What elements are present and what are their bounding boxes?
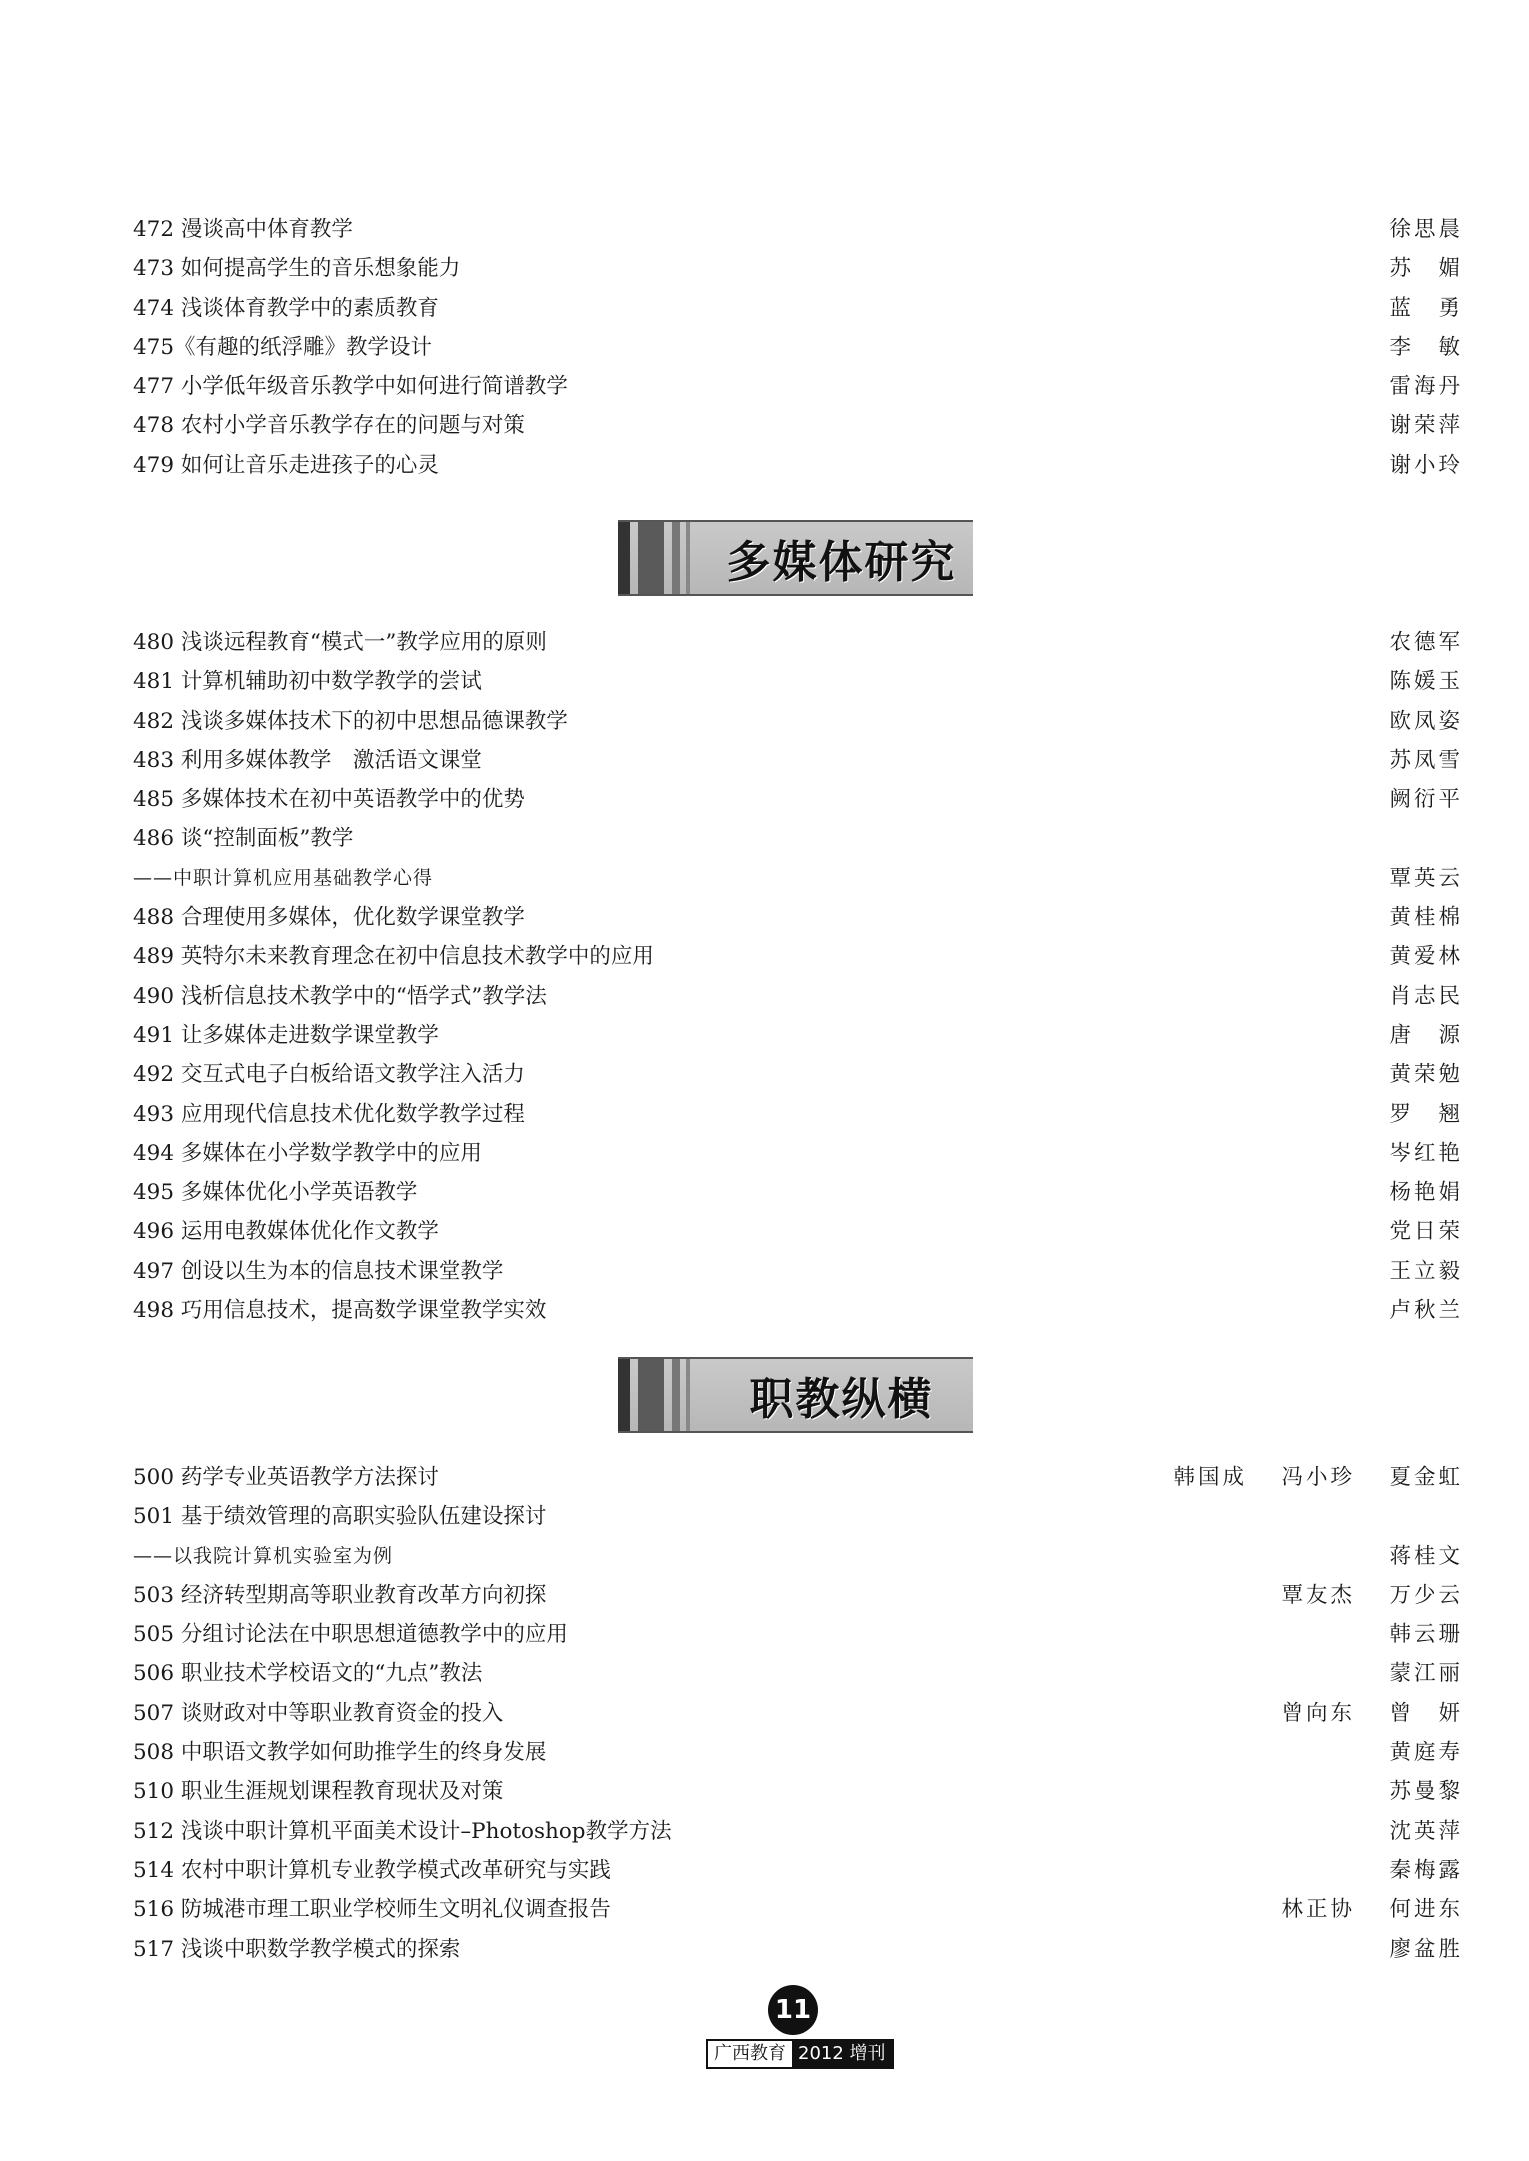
author-name: 苏凤雪 xyxy=(1389,747,1463,773)
entry-title-text: ——中职计算机应用基础教学心得 xyxy=(133,866,434,889)
entry-title-text: 交互式电子白板给语文教学注入活力 xyxy=(180,1062,525,1088)
toc-entry xyxy=(133,1055,1463,1094)
entry-authors xyxy=(1355,1772,1463,1811)
author-name: 谢小玲 xyxy=(1389,452,1463,478)
toc-entry xyxy=(133,1890,1463,1929)
author-name: 夏金虹 xyxy=(1389,1465,1463,1490)
author-name: 冯小珍 xyxy=(1281,1465,1355,1490)
entry-title-text: 让多媒体走进数学课堂教学 xyxy=(180,1022,439,1048)
author-name: 李 敏 xyxy=(1389,334,1463,360)
entry-page-number: 472 xyxy=(133,217,175,242)
toc-entry xyxy=(133,1291,1463,1330)
author-name: 蓝 勇 xyxy=(1389,295,1463,321)
toc-entry xyxy=(133,406,1463,445)
entry-title xyxy=(133,328,432,367)
entry-page-number: 477 xyxy=(133,374,175,400)
entry-title-text: 中职语文教学如何助推学生的终身发展 xyxy=(180,1740,547,1766)
author-name: 阙衍平 xyxy=(1389,787,1463,813)
entry-title xyxy=(133,1212,439,1251)
entry-title xyxy=(133,1252,503,1291)
entry-page-number: 495 xyxy=(133,1180,175,1206)
entry-title-text: 创设以生为本的信息技术课堂教学 xyxy=(180,1258,504,1284)
journal-footer xyxy=(706,2039,894,2069)
entry-page-number: 517 xyxy=(133,1936,175,1962)
author-name: 肖志民 xyxy=(1389,983,1463,1009)
toc-entry xyxy=(133,328,1463,367)
toc-entry xyxy=(133,1576,1463,1615)
author-name: 农德军 xyxy=(1389,630,1463,655)
toc-entry xyxy=(133,1615,1463,1654)
section-heading-text: 多媒体研究 xyxy=(726,537,957,588)
entry-page-number: 506 xyxy=(133,1661,175,1687)
author-name: 黄庭寿 xyxy=(1389,1740,1463,1766)
author-name: 雷海丹 xyxy=(1389,374,1463,400)
entry-title-text: 小学低年级音乐教学中如何进行简谱教学 xyxy=(180,374,568,400)
toc-entry xyxy=(133,249,1463,288)
entry-page-number: 486 xyxy=(133,826,175,852)
entry-title xyxy=(133,1615,568,1654)
entry-authors xyxy=(1355,1654,1463,1693)
entry-page-number: 507 xyxy=(133,1700,175,1726)
toc-entry xyxy=(133,741,1463,780)
toc-entry xyxy=(133,1772,1463,1811)
entry-title-text: 浅谈远程教育“模式一”教学应用的原则 xyxy=(180,630,547,655)
entry-title xyxy=(133,937,654,976)
section-heading-multimedia xyxy=(618,520,973,596)
entry-page-number: 505 xyxy=(133,1622,175,1648)
toc-list-multimedia xyxy=(133,623,1463,1330)
section-heading-vocational xyxy=(618,1357,973,1433)
toc-entry xyxy=(133,1134,1463,1173)
entry-authors xyxy=(1355,977,1463,1016)
entry-title-text: 英特尔未来教育理念在初中信息技术教学中的应用 xyxy=(180,944,654,970)
entry-title xyxy=(133,741,482,780)
entry-authors xyxy=(1355,1291,1463,1330)
author-name: 万少云 xyxy=(1389,1582,1463,1608)
toc-entry xyxy=(133,1654,1463,1693)
toc-list-vocational xyxy=(133,1458,1463,1969)
author-name: 杨艳娟 xyxy=(1389,1180,1463,1206)
entry-title xyxy=(133,446,439,485)
entry-authors xyxy=(1355,1733,1463,1772)
journal-name: 广西教育 xyxy=(708,2041,792,2067)
entry-authors xyxy=(1247,1576,1463,1615)
entry-page-number: 481 xyxy=(133,669,175,695)
entry-title xyxy=(133,1576,546,1615)
entry-title xyxy=(133,210,353,249)
author-name: 廖盆胜 xyxy=(1389,1936,1463,1962)
entry-subtitle xyxy=(133,859,433,898)
toc-entry xyxy=(133,937,1463,976)
toc-entry xyxy=(133,780,1463,819)
author-name: 陈媛玉 xyxy=(1389,669,1463,695)
entry-authors xyxy=(1247,1890,1463,1929)
entry-authors xyxy=(1355,1055,1463,1094)
author-name: 曾向东 xyxy=(1281,1700,1355,1726)
entry-page-number: 490 xyxy=(133,983,175,1009)
section-heading-text: 职教纵横 xyxy=(749,1374,934,1425)
toc-entry xyxy=(133,1537,1463,1576)
entry-authors xyxy=(1355,859,1463,898)
entry-title xyxy=(133,1016,439,1055)
entry-title xyxy=(133,367,568,406)
entry-title xyxy=(133,1497,546,1536)
entry-title xyxy=(133,1291,546,1330)
author-name: 岑红艳 xyxy=(1389,1140,1463,1166)
entry-page-number: 488 xyxy=(133,905,175,931)
entry-page-number: 479 xyxy=(133,452,175,478)
entry-title-text: 谈“控制面板”教学 xyxy=(180,826,354,852)
entry-title-text: 农村中职计算机专业教学模式改革研究与实践 xyxy=(180,1857,611,1883)
author-name: 王立毅 xyxy=(1389,1258,1463,1284)
entry-authors xyxy=(1355,898,1463,937)
toc-entry xyxy=(133,819,1463,858)
entry-page-number: 512 xyxy=(133,1818,175,1844)
toc-entry xyxy=(133,1252,1463,1291)
author-name: 秦梅露 xyxy=(1389,1857,1463,1883)
entry-page-number: 489 xyxy=(133,944,175,970)
page-number: 11 xyxy=(768,1985,818,2035)
entry-title-text: 多媒体在小学数学教学中的应用 xyxy=(180,1140,482,1166)
author-name: 罗 翘 xyxy=(1389,1101,1463,1127)
author-name: 苏曼黎 xyxy=(1389,1779,1463,1805)
author-name: 徐思晨 xyxy=(1389,217,1463,242)
entry-authors xyxy=(1355,937,1463,976)
entry-page-number: 478 xyxy=(133,413,175,439)
entry-title-text: 运用电教媒体优化作文教学 xyxy=(180,1219,439,1245)
toc-entry xyxy=(133,702,1463,741)
entry-authors xyxy=(1355,1615,1463,1654)
entry-title xyxy=(133,1173,417,1212)
entry-authors xyxy=(1139,1458,1463,1497)
entry-authors xyxy=(1355,1134,1463,1173)
entry-title xyxy=(133,1851,611,1890)
author-name: 韩国成 xyxy=(1173,1465,1247,1490)
entry-title xyxy=(133,702,568,741)
entry-title xyxy=(133,662,482,701)
entry-title-text: 多媒体技术在初中英语教学中的优势 xyxy=(180,787,525,813)
entry-authors xyxy=(1355,406,1463,445)
entry-title xyxy=(133,1095,525,1134)
toc-entry xyxy=(133,1458,1463,1497)
entry-authors xyxy=(1355,1212,1463,1251)
entry-title xyxy=(133,819,353,858)
entry-title-text: 合理使用多媒体，优化数学课堂教学 xyxy=(180,905,525,931)
entry-authors xyxy=(1355,1095,1463,1134)
toc-entry xyxy=(133,367,1463,406)
entry-authors xyxy=(1355,249,1463,288)
entry-authors xyxy=(1355,446,1463,485)
toc-entry xyxy=(133,1497,1463,1536)
entry-title xyxy=(133,1654,482,1693)
entry-title-text: 基于绩效管理的高职实验队伍建设探讨 xyxy=(180,1504,547,1530)
entry-title xyxy=(133,1458,439,1497)
author-name: 党日荣 xyxy=(1389,1219,1463,1245)
toc-entry xyxy=(133,1694,1463,1733)
entry-authors xyxy=(1355,662,1463,701)
entry-page-number: 497 xyxy=(133,1258,175,1284)
entry-authors xyxy=(1355,702,1463,741)
author-name: 谢荣萍 xyxy=(1389,413,1463,439)
entry-title xyxy=(133,977,547,1016)
entry-authors xyxy=(1355,741,1463,780)
entry-title-text: 防城港市理工职业学校师生文明礼仪调查报告 xyxy=(180,1897,611,1923)
entry-title-text: 《有趣的纸浮雕》教学设计 xyxy=(174,334,433,360)
entry-title-text: 农村小学音乐教学存在的问题与对策 xyxy=(180,413,525,439)
entry-title-text: 浅谈体育教学中的素质教育 xyxy=(180,295,439,321)
entry-page-number: 475 xyxy=(133,334,175,360)
author-name: 韩云珊 xyxy=(1389,1622,1463,1648)
entry-title xyxy=(133,780,525,819)
entry-title-text: ——以我院计算机实验室为例 xyxy=(133,1544,394,1567)
entry-authors xyxy=(1355,1537,1463,1576)
entry-authors xyxy=(1355,1851,1463,1890)
entry-page-number: 474 xyxy=(133,295,175,321)
entry-authors xyxy=(1355,367,1463,406)
entry-page-number: 496 xyxy=(133,1219,175,1245)
entry-title-text: 如何提高学生的音乐想象能力 xyxy=(180,256,461,282)
entry-title-text: 谈财政对中等职业教育资金的投入 xyxy=(180,1700,504,1726)
entry-page-number: 492 xyxy=(133,1062,175,1088)
entry-page-number: 493 xyxy=(133,1101,175,1127)
author-name: 覃友杰 xyxy=(1281,1582,1355,1608)
toc-entry xyxy=(133,1016,1463,1055)
author-name: 沈英萍 xyxy=(1389,1818,1463,1844)
entry-title xyxy=(133,1733,546,1772)
entry-authors xyxy=(1355,289,1463,328)
entry-title-text: 浅谈中职数学教学模式的探索 xyxy=(180,1936,461,1962)
entry-page-number: 514 xyxy=(133,1857,175,1883)
entry-page-number: 483 xyxy=(133,747,175,773)
toc-entry xyxy=(133,662,1463,701)
entry-title xyxy=(133,1694,503,1733)
entry-authors xyxy=(1355,1016,1463,1055)
toc-entry xyxy=(133,210,1463,249)
toc-entry xyxy=(133,1095,1463,1134)
entry-page-number: 500 xyxy=(133,1465,175,1490)
entry-title xyxy=(133,1772,503,1811)
entry-title-text: 浅析信息技术教学中的“悟学式”教学法 xyxy=(180,983,547,1009)
author-name: 蒙江丽 xyxy=(1389,1661,1463,1687)
entry-title xyxy=(133,898,525,937)
toc-entry xyxy=(133,898,1463,937)
author-name: 苏 媚 xyxy=(1389,256,1463,282)
entry-title xyxy=(133,1812,672,1851)
toc-entry xyxy=(133,1173,1463,1212)
toc-entry xyxy=(133,446,1463,485)
author-name: 黄爱林 xyxy=(1389,944,1463,970)
banner-stripes xyxy=(618,1359,710,1431)
toc-list-arts xyxy=(133,210,1463,485)
entry-title-text: 利用多媒体教学 激活语文课堂 xyxy=(180,747,482,773)
entry-title-text: 浅谈多媒体技术下的初中思想品德课教学 xyxy=(180,708,568,734)
toc-entry xyxy=(133,1733,1463,1772)
entry-authors xyxy=(1355,210,1463,249)
author-name: 黄桂棉 xyxy=(1389,905,1463,931)
entry-page-number: 508 xyxy=(133,1740,175,1766)
toc-entry xyxy=(133,1212,1463,1251)
author-name: 卢秋兰 xyxy=(1389,1298,1463,1324)
author-name: 欧凤姿 xyxy=(1389,708,1463,734)
entry-authors xyxy=(1247,1694,1463,1733)
entry-page-number: 485 xyxy=(133,787,175,813)
author-name: 黄荣勉 xyxy=(1389,1062,1463,1088)
entry-title xyxy=(133,623,547,662)
entry-page-number: 516 xyxy=(133,1897,175,1923)
toc-entry xyxy=(133,1851,1463,1890)
entry-page-number: 480 xyxy=(133,630,175,655)
author-name: 蒋桂文 xyxy=(1389,1543,1463,1569)
entry-subtitle xyxy=(133,1537,393,1576)
entry-title-text: 药学专业英语教学方法探讨 xyxy=(180,1465,439,1490)
toc-entry xyxy=(133,1930,1463,1969)
entry-title-text: 浅谈中职计算机平面美术设计–Photoshop教学方法 xyxy=(180,1818,672,1844)
entry-authors xyxy=(1355,1173,1463,1212)
entry-title-text: 分组讨论法在中职思想道德教学中的应用 xyxy=(180,1622,568,1648)
author-name: 林正协 xyxy=(1281,1897,1355,1923)
entry-title-text: 职业技术学校语文的“九点”教法 xyxy=(180,1661,483,1687)
toc-entry xyxy=(133,623,1463,662)
entry-title-text: 经济转型期高等职业教育改革方向初探 xyxy=(180,1582,547,1608)
entry-title-text: 多媒体优化小学英语教学 xyxy=(180,1180,418,1206)
entry-title xyxy=(133,1055,525,1094)
banner-stripes xyxy=(618,522,710,594)
entry-title-text: 巧用信息技术，提高数学课堂教学实效 xyxy=(180,1298,547,1324)
author-name: 何进东 xyxy=(1389,1897,1463,1923)
author-name: 曾 妍 xyxy=(1389,1700,1463,1726)
entry-title xyxy=(133,406,525,445)
entry-title-text: 计算机辅助初中数学教学的尝试 xyxy=(180,669,482,695)
entry-authors xyxy=(1355,1812,1463,1851)
toc-entry xyxy=(133,289,1463,328)
author-name: 覃英云 xyxy=(1389,865,1463,891)
entry-authors xyxy=(1355,328,1463,367)
entry-authors xyxy=(1355,1252,1463,1291)
entry-title-text: 漫谈高中体育教学 xyxy=(180,217,353,242)
author-name: 唐 源 xyxy=(1389,1022,1463,1048)
entry-page-number: 494 xyxy=(133,1140,175,1166)
entry-title-text: 如何让音乐走进孩子的心灵 xyxy=(180,452,439,478)
entry-authors xyxy=(1355,1930,1463,1969)
entry-page-number: 491 xyxy=(133,1022,175,1048)
entry-page-number: 482 xyxy=(133,708,175,734)
entry-title xyxy=(133,1890,611,1929)
entry-page-number: 498 xyxy=(133,1298,175,1324)
toc-entry xyxy=(133,1812,1463,1851)
entry-authors xyxy=(1355,623,1463,662)
entry-title xyxy=(133,249,460,288)
entry-page-number: 501 xyxy=(133,1504,175,1530)
entry-title-text: 应用现代信息技术优化数学教学过程 xyxy=(180,1101,525,1127)
toc-entry xyxy=(133,977,1463,1016)
entry-title xyxy=(133,289,439,328)
entry-page-number: 473 xyxy=(133,256,175,282)
toc-entry xyxy=(133,859,1463,898)
entry-title xyxy=(133,1930,460,1969)
journal-issue: 2012 增刊 xyxy=(792,2041,892,2067)
entry-page-number: 503 xyxy=(133,1582,175,1608)
entry-page-number: 510 xyxy=(133,1779,175,1805)
entry-title-text: 职业生涯规划课程教育现状及对策 xyxy=(180,1779,504,1805)
entry-authors xyxy=(1355,780,1463,819)
entry-title xyxy=(133,1134,482,1173)
